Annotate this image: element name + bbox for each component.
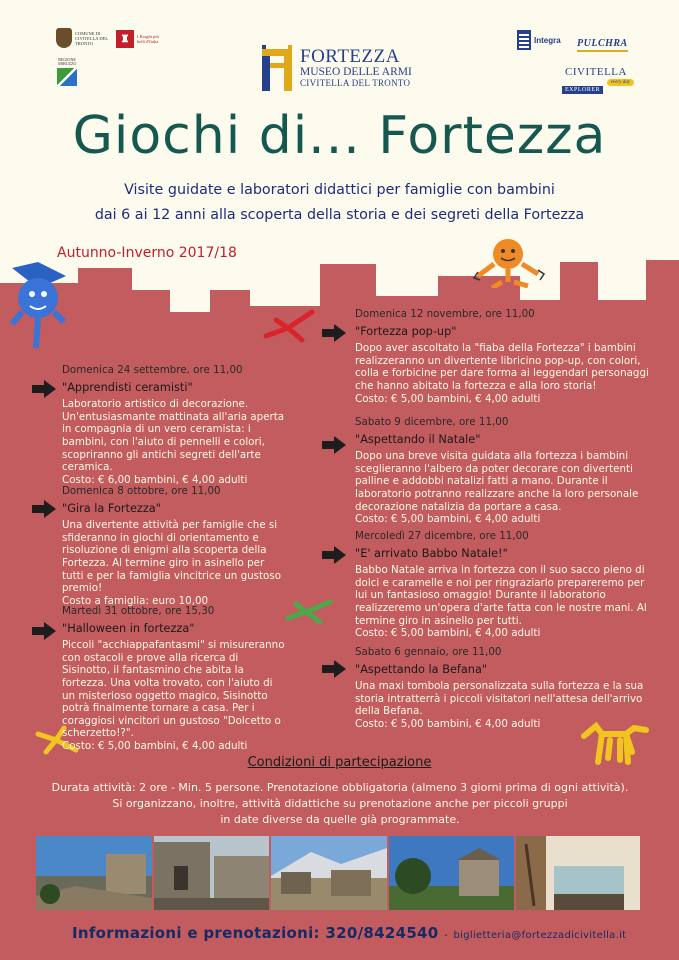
arrow-right-icon xyxy=(322,546,346,564)
photo-castle-house xyxy=(389,836,515,910)
comune-logo: COMUNE DI CIVITELLA DEL TRONTO xyxy=(56,28,111,48)
photo-strip xyxy=(36,836,640,910)
arrow-right-icon xyxy=(32,380,56,398)
arrow-right-icon xyxy=(322,436,346,454)
conditions-title: Condizioni di partecipazione xyxy=(247,755,432,770)
coat-of-arms-icon xyxy=(56,28,72,48)
integra-icon xyxy=(517,30,531,50)
arrow-right-icon xyxy=(32,500,56,518)
conditions-text: Durata attività: 2 ore - Min. 5 persone. Prenotazione obbligatoria (almeno 3 giorni prima di ogni attività). Si organizzano, inoltre, attività didattiche su prenotazione anche per piccoli gruppi in date diverse da quelle già programmate. xyxy=(51,781,629,826)
event-fortezza-pop-up: Domenica 12 novembre, ore 11,00 "Fortezza pop-up" Dopo aver ascoltato la "fiaba della Fortezza" i bambini realizzeranno un divertente libricino pop-up, con colori, colla e forbicine per dare forma ai leggendari personaggi che hanno abitato la fortezza e alla loro storia! Costo: € 5,00 bambini, € 4,00 adulti xyxy=(355,308,649,405)
orange-mascot-illustration xyxy=(472,236,548,288)
subtitle-line-1: Visite guidate e laboratori didattici per famiglie con bambini xyxy=(124,182,555,198)
blue-mascot-illustration xyxy=(8,262,70,352)
event-aspettando-il-natale: Sabato 9 dicembre, ore 11,00 "Aspettando il Natale" Dopo una breve visita guidata alla fortezza i bambini sceglieranno l'albero da poter decorare con divertenti palline e addobbi natalizi fatti a mano. Durante il laboratorio potranno realizzare anche la loro personale decorazione natalizia da portare a casa. Costo: € 5,00 bambini, € 4,00 adulti xyxy=(355,416,639,526)
event-aspettando-la-befana: Sabato 6 gennaio, ore 11,00 "Aspettando la Befana" Una maxi tombola personalizzata sulla fortezza e la sua storia intratterrà i piccoli visitatori nell'attesa dell'arrivo della Befana. Costo: € 5,00 bambini, € 4,00 adulti xyxy=(355,646,644,730)
civitella-explorer-logo: CIVITELLA EXPLORER every day xyxy=(560,66,632,96)
borghi-logo: ♜ I Borghi più belli d'Italia xyxy=(116,30,165,48)
email-link[interactable]: biglietteria@fortezzadicivitella.it xyxy=(453,930,627,941)
arrow-right-icon xyxy=(32,622,56,640)
regione-logo: REGIONE ABRUZZO xyxy=(54,58,80,86)
fortezza-museo-logo: FORTEZZA MUSEO DELLE ARMI CIVITELLA DEL TRONTO xyxy=(262,45,412,91)
main-title: Giochi di... Fortezza xyxy=(72,106,607,166)
red-figure-illustration xyxy=(262,308,316,344)
integra-logo: Integra xyxy=(517,30,561,50)
photo-fortress-walls xyxy=(36,836,152,910)
fortezza-mark-icon xyxy=(262,45,294,91)
pulchra-logo: PULCHRA xyxy=(577,38,628,52)
contact-footer: Informazioni e prenotazioni: 320/8424540 - biglietteria@fortezzadicivitella.it xyxy=(72,924,627,942)
photo-stone-buildings xyxy=(154,836,270,910)
arrow-right-icon xyxy=(322,324,346,342)
phone-number[interactable]: 320/8424540 xyxy=(325,924,439,942)
photo-museum-interior xyxy=(516,836,640,910)
arrow-right-icon xyxy=(322,660,346,678)
event-halloween-in-fortezza: Martedì 31 ottobre, ore 15,30 "Halloween in fortezza" Piccoli "acchiappafantasmi" si misureranno con ostacoli e prove alla ricerca di Sisinotto, il fantasmino che abita la fortezza. Una volta trovato, con l'aiuto di un misterioso oggetto magico, Sisinotto potrà finalmente tornare a casa. Per i coraggiosi vincitori un gustoso "Dolcetto o scherzetto!?". Costo: € 5,00 bambini, € 4,00 adulti xyxy=(62,605,285,752)
green-figure-illustration xyxy=(284,598,334,626)
season-label: Autunno-Inverno 2017/18 xyxy=(57,245,237,261)
event-arrivato-babbo-natale: Mercoledì 27 dicembre, ore 11,00 "E' arrivato Babbo Natale!" Babbo Natale arriva in fortezza con il suo sacco pieno di dolci e caramelle e noi per ringraziarlo prepareremo per lui un fantasioso omaggio! Durante il laboratorio realizzeremo un'opera d'arte fatta con le nostre mani. Al termine giro in asinello per tutti. Costo: € 5,00 bambini, € 4,00 adulti xyxy=(355,530,647,640)
castle-icon: ♜ xyxy=(116,30,134,48)
subtitle-line-2: dai 6 ai 12 anni alla scoperta della storia e dei segreti della Fortezza xyxy=(94,207,585,223)
regione-flag-icon xyxy=(57,68,77,86)
event-apprendisti-ceramisti: Domenica 24 settembre, ore 11,00 "Apprendisti ceramisti" Laboratorio artistico di decorazione. Un'entusiasmante mattinata all'aria aperta in compagnia di un vero ceramista: i bambini, con l'aiuto di pennelli e colori, scopriranno gli antichi segreti dell'arte ceramica. Costo: € 6,00 bambini, € 4,00 adulti xyxy=(62,364,285,486)
event-gira-la-fortezza: Domenica 8 ottobre, ore 11,00 "Gira la Fortezza" Una divertente attività per famiglie che si sfideranno in giochi di orientamento e risoluzione di enigmi alla scoperta della Fortezza. Al termine giro in asinello per tutti e per la famiglia vincitrice un gustoso premio! Costo a famiglia: euro 10,00 xyxy=(62,485,282,607)
photo-ruins-mountains xyxy=(271,836,387,910)
